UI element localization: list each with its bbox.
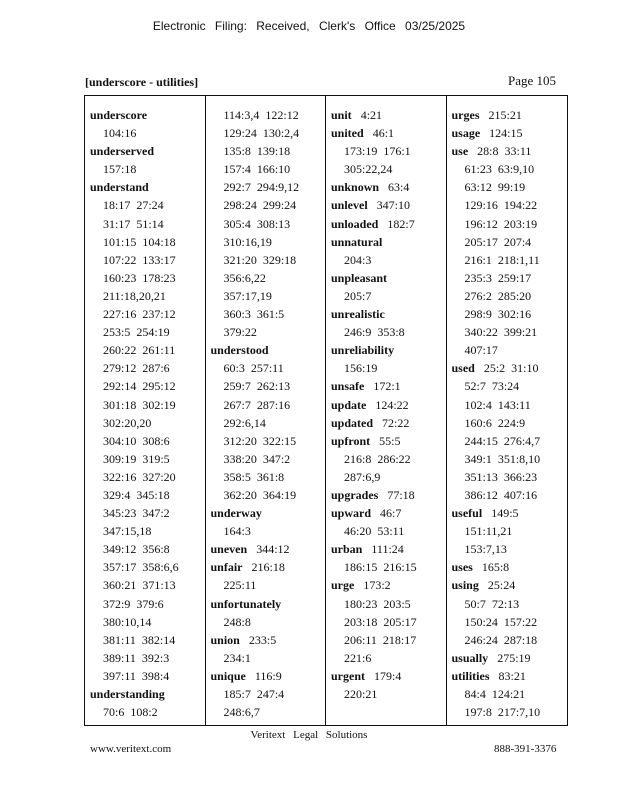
index-locator-line: 102:4 143:11 xyxy=(464,397,531,412)
index-term: urges xyxy=(451,108,480,122)
index-term: upward xyxy=(331,506,372,521)
index-locator-line: 173:19 176:1 xyxy=(344,144,411,159)
index-entry xyxy=(211,631,326,649)
index-locator-line: 380:10,14 xyxy=(103,614,152,629)
index-term: united xyxy=(331,126,364,141)
index-locator-line: 216:8 286:22 xyxy=(344,451,411,466)
index-term: underscore xyxy=(90,108,148,122)
index-locator-line: 389:11 392:3 xyxy=(103,650,170,665)
index-entry xyxy=(331,396,446,414)
index-locator: 25:24 xyxy=(487,578,516,593)
index-term: unnatural xyxy=(331,234,383,249)
index-term: unsafe xyxy=(331,379,365,394)
index-locator-line: 160:23 178:23 xyxy=(103,270,176,285)
index-locator-line: 345:23 347:2 xyxy=(103,506,170,521)
index-locator-line: 248:6,7 xyxy=(223,705,260,720)
index-locator-line: 205:17 207:4 xyxy=(464,234,532,249)
index-entry xyxy=(211,341,326,359)
index-locator-line: 259:7 262:13 xyxy=(223,379,291,394)
index-entry xyxy=(331,432,446,450)
index-locator-line: 298:9 302:16 xyxy=(464,307,532,322)
index-locator-line: 244:15 276:4,7 xyxy=(464,433,541,448)
index-locator-line: 357:17 358:6,6 xyxy=(103,560,179,575)
index-locator-line: 310:16,19 xyxy=(223,234,272,249)
index-term: unpleasant xyxy=(331,270,388,285)
page-number: Page 105 xyxy=(508,73,557,88)
index-locator-line: 104:16 xyxy=(103,126,137,141)
index-term: use xyxy=(451,144,469,159)
index-entry xyxy=(331,124,446,142)
index-entry xyxy=(331,377,446,395)
index-locator: 165:8 xyxy=(481,560,510,575)
index-locator-line: 309:19 319:5 xyxy=(103,451,170,466)
index-term: uses xyxy=(451,560,473,575)
index-locator: 149:5 xyxy=(491,506,519,521)
index-locator-line: 358:5 361:8 xyxy=(223,469,285,484)
index-locator-line: 164:3 xyxy=(223,524,251,539)
index-term: uneven xyxy=(210,542,248,557)
index-locator-line: 216:1 218:1,11 xyxy=(464,252,540,267)
index-term: update xyxy=(331,397,367,412)
index-locator: 83:21 xyxy=(498,668,526,683)
index-locator-line: 197:8 217:7,10 xyxy=(464,705,541,720)
index-locator-line: 351:13 366:23 xyxy=(464,469,538,484)
index-locator-line: 180:23 203:5 xyxy=(344,596,411,611)
index-term: union xyxy=(210,632,240,647)
index-range: [underscore - utilities] xyxy=(85,75,199,89)
index-locator-line: 349:1 351:8,10 xyxy=(464,451,541,466)
index-term: urgent xyxy=(331,668,365,683)
index-locator: 46:1 xyxy=(372,126,395,141)
index-locator: 179:4 xyxy=(374,668,402,683)
index-locator-line: 206:11 218:17 xyxy=(344,632,417,647)
index-locator-line: 204:3 xyxy=(344,252,372,267)
index-column-2 xyxy=(206,96,327,725)
index-locator: 25:2 31:10 xyxy=(483,361,539,376)
index-locator: 172:1 xyxy=(373,379,401,394)
index-term: upfront xyxy=(331,433,371,448)
index-term: underserved xyxy=(90,144,154,159)
index-locator-line: 329:4 345:18 xyxy=(103,487,170,502)
index-locator-line: 84:4 124:21 xyxy=(464,687,526,701)
index-term: usage xyxy=(451,126,481,141)
index-locator-line: 157:4 166:10 xyxy=(223,162,291,177)
index-entry xyxy=(211,540,326,558)
index-locator-line: 129:24 130:2,4 xyxy=(223,126,300,141)
index-locator-line: 70:6 108:2 xyxy=(103,705,158,720)
index-term: urban xyxy=(331,542,363,557)
index-locator-line: 205:7 xyxy=(344,288,372,303)
index-entry xyxy=(331,414,446,432)
index-term: understanding xyxy=(90,687,165,701)
index-locator-line: 220:21 xyxy=(344,687,378,701)
index-term: unfortunately xyxy=(210,596,282,611)
index-locator-line: 302:20,20 xyxy=(103,415,152,430)
index-entry xyxy=(331,667,446,685)
index-locator: 233:5 xyxy=(248,632,277,647)
footer-website: www.veritext.com xyxy=(90,743,172,755)
index-locator: 344:12 xyxy=(256,542,290,557)
index-column-4 xyxy=(447,96,568,725)
index-entry xyxy=(331,215,446,233)
index-locator-line: 349:12 356:8 xyxy=(103,542,170,557)
index-locator: 124:22 xyxy=(375,397,409,412)
index-locator: 215:21 xyxy=(488,108,522,122)
index-locator-line: 151:11,21 xyxy=(464,524,513,539)
index-locator-line: 305:22,24 xyxy=(344,162,393,177)
index-locator-line: 46:20 53:11 xyxy=(344,524,405,539)
index-locator-line: 362:20 364:19 xyxy=(223,487,297,502)
index-entry xyxy=(452,667,568,685)
footer-phone: 888-391-3376 xyxy=(494,743,557,755)
index-term: used xyxy=(451,361,475,376)
index-entry xyxy=(211,558,326,576)
index-term: unloaded xyxy=(331,216,379,231)
index-entry xyxy=(331,540,446,558)
index-term: unknown xyxy=(331,180,380,195)
index-locator-line: 305:4 308:13 xyxy=(223,216,291,231)
index-locator-line: 292:14 295:12 xyxy=(103,379,176,394)
index-locator: 77:18 xyxy=(387,487,415,502)
index-locator-line: 304:10 308:6 xyxy=(103,433,170,448)
index-entry xyxy=(331,233,446,251)
index-term: unfair xyxy=(210,560,243,575)
index-locator-line: 160:6 224:9 xyxy=(464,415,526,430)
index-locator-line: 153:7,13 xyxy=(464,542,507,557)
index-locator-line: 157:18 xyxy=(103,162,137,177)
index-locator-line: 356:6,22 xyxy=(223,270,266,285)
index-term: unit xyxy=(331,108,352,122)
index-entry xyxy=(452,504,568,522)
index-locator-line: 301:18 302:19 xyxy=(103,397,176,412)
index-locator-line: 18:17 27:24 xyxy=(103,198,164,213)
index-term: upgrades xyxy=(331,487,379,502)
index-locator-line: 360:21 371:13 xyxy=(103,578,176,593)
index-locator: 46:7 xyxy=(380,506,402,521)
index-locator-line: 292:6,14 xyxy=(223,415,266,430)
index-locator-line: 211:18,20,21 xyxy=(103,288,166,303)
index-locator-line: 61:23 63:9,10 xyxy=(464,162,535,177)
index-locator-line: 63:12 99:19 xyxy=(464,180,526,195)
index-locator-line: 50:7 72:13 xyxy=(464,596,520,611)
filing-stamp: Electronic Filing: Received, Clerk's Office 03/25/2025 xyxy=(152,19,466,33)
index-term: useful xyxy=(451,506,483,521)
index-term: unrealistic xyxy=(331,307,385,322)
index-locator-line: 31:17 51:14 xyxy=(103,216,164,231)
index-locator-line: 227:16 237:12 xyxy=(103,307,176,322)
index-entry xyxy=(90,178,205,196)
index-locator-line: 234:1 xyxy=(223,650,251,665)
index-entry xyxy=(90,685,205,703)
index-locator-line: 253:5 254:19 xyxy=(103,325,170,340)
index-locator: 72:22 xyxy=(382,415,410,430)
index-locator-line: 246:9 353:8 xyxy=(344,325,405,340)
index-entry xyxy=(452,106,568,124)
index-locator: 216:18 xyxy=(251,560,285,575)
index-term: updated xyxy=(331,415,374,430)
index-locator-line: 379:22 xyxy=(223,325,257,340)
index-term: utilities xyxy=(451,668,490,683)
index-locator-line: 107:22 133:17 xyxy=(103,252,176,267)
index-locator-line: 372:9 379:6 xyxy=(103,596,164,611)
index-locator-line: 235:3 259:17 xyxy=(464,270,532,285)
index-locator-line: 221:6 xyxy=(344,650,372,665)
index-term: usually xyxy=(451,650,489,665)
index-locator-line: 347:15,18 xyxy=(103,524,152,539)
index-entry xyxy=(90,106,205,124)
index-entry xyxy=(331,178,446,196)
index-locator: 63:4 xyxy=(388,180,410,195)
index-locator-line: 150:24 157:22 xyxy=(464,614,538,629)
index-locator: 347:10 xyxy=(376,198,411,213)
index-term: unlevel xyxy=(331,198,368,213)
index-entry xyxy=(452,124,568,142)
index-locator-line: 287:6,9 xyxy=(344,469,381,484)
footer-brand: Veritext Legal Solutions xyxy=(250,729,368,741)
index-entry xyxy=(90,142,205,160)
index-locator-line: 279:12 287:6 xyxy=(103,361,170,376)
index-locator-line: 292:7 294:9,12 xyxy=(223,180,300,195)
index-entry xyxy=(331,196,446,214)
index-term: understand xyxy=(90,180,149,195)
index-entry xyxy=(452,576,568,594)
index-entry xyxy=(452,359,568,377)
index-entry xyxy=(331,106,446,124)
index-entry xyxy=(331,504,446,522)
index-locator-line: 60:3 257:11 xyxy=(223,361,284,376)
index-term: unique xyxy=(210,668,246,683)
index-entry xyxy=(452,142,568,160)
index-entry xyxy=(331,486,446,504)
index-locator: 275:19 xyxy=(497,650,531,665)
index-locator-line: 129:16 194:22 xyxy=(464,198,538,213)
index-entry xyxy=(331,576,446,594)
index-locator-line: 340:22 399:21 xyxy=(464,325,538,340)
index-entry xyxy=(331,269,446,287)
index-locator: 116:9 xyxy=(254,668,282,683)
index-locator: 55:5 xyxy=(379,433,401,448)
index-locator-line: 357:17,19 xyxy=(223,288,272,303)
index-term: urge xyxy=(331,578,355,593)
index-entry xyxy=(452,649,568,667)
index-locator-line: 267:7 287:16 xyxy=(223,397,291,412)
index-term: understood xyxy=(210,343,269,358)
index-locator-line: 407:17 xyxy=(464,343,498,358)
index-locator-line: 298:24 299:24 xyxy=(223,198,297,213)
index-entry xyxy=(331,305,446,323)
index-locator: 173:2 xyxy=(363,578,391,593)
index-entry xyxy=(211,504,326,522)
index-entry xyxy=(331,341,446,359)
index-locator: 182:7 xyxy=(387,216,415,231)
index-locator: 111:24 xyxy=(371,542,404,557)
index-entry xyxy=(211,667,326,685)
index-locator-line: 156:19 xyxy=(344,361,378,376)
index-locator-line: 225:11 xyxy=(223,578,257,593)
index-locator-line: 338:20 347:2 xyxy=(223,451,291,466)
index-locator-line: 321:20 329:18 xyxy=(223,252,297,267)
index-locator-line: 196:12 203:19 xyxy=(464,216,538,231)
index-locator-line: 322:16 327:20 xyxy=(103,469,176,484)
index-entry xyxy=(211,595,326,613)
index-locator-line: 360:3 361:5 xyxy=(223,307,285,322)
index-locator-line: 312:20 322:15 xyxy=(223,433,297,448)
index-locator-line: 386:12 407:16 xyxy=(464,487,538,502)
index-locator-line: 381:11 382:14 xyxy=(103,632,176,647)
index-column-3 xyxy=(326,96,447,725)
index-locator: 28:8 33:11 xyxy=(477,144,532,159)
index-locator-line: 260:22 261:11 xyxy=(103,343,176,358)
word-index-table xyxy=(84,95,568,726)
index-term: using xyxy=(451,578,479,593)
index-locator-line: 186:15 216:15 xyxy=(344,560,417,575)
index-locator-line: 397:11 398:4 xyxy=(103,668,170,683)
index-locator-line: 203:18 205:17 xyxy=(344,614,417,629)
index-term: underway xyxy=(210,506,262,521)
index-term: unreliability xyxy=(331,343,395,358)
index-locator-line: 52:7 73:24 xyxy=(464,379,520,394)
index-locator-line: 246:24 287:18 xyxy=(464,632,538,647)
index-locator-line: 248:8 xyxy=(223,614,251,629)
index-locator-line: 101:15 104:18 xyxy=(103,234,176,249)
index-locator-line: 135:8 139:18 xyxy=(223,144,291,159)
index-locator-line: 114:3,4 122:12 xyxy=(223,108,299,122)
index-locator: 124:15 xyxy=(489,126,523,141)
index-locator-line: 185:7 247:4 xyxy=(223,687,285,701)
index-column-1 xyxy=(85,96,206,725)
index-locator: 4:21 xyxy=(360,108,383,122)
index-locator-line: 276:2 285:20 xyxy=(464,288,532,303)
index-entry xyxy=(452,558,568,576)
